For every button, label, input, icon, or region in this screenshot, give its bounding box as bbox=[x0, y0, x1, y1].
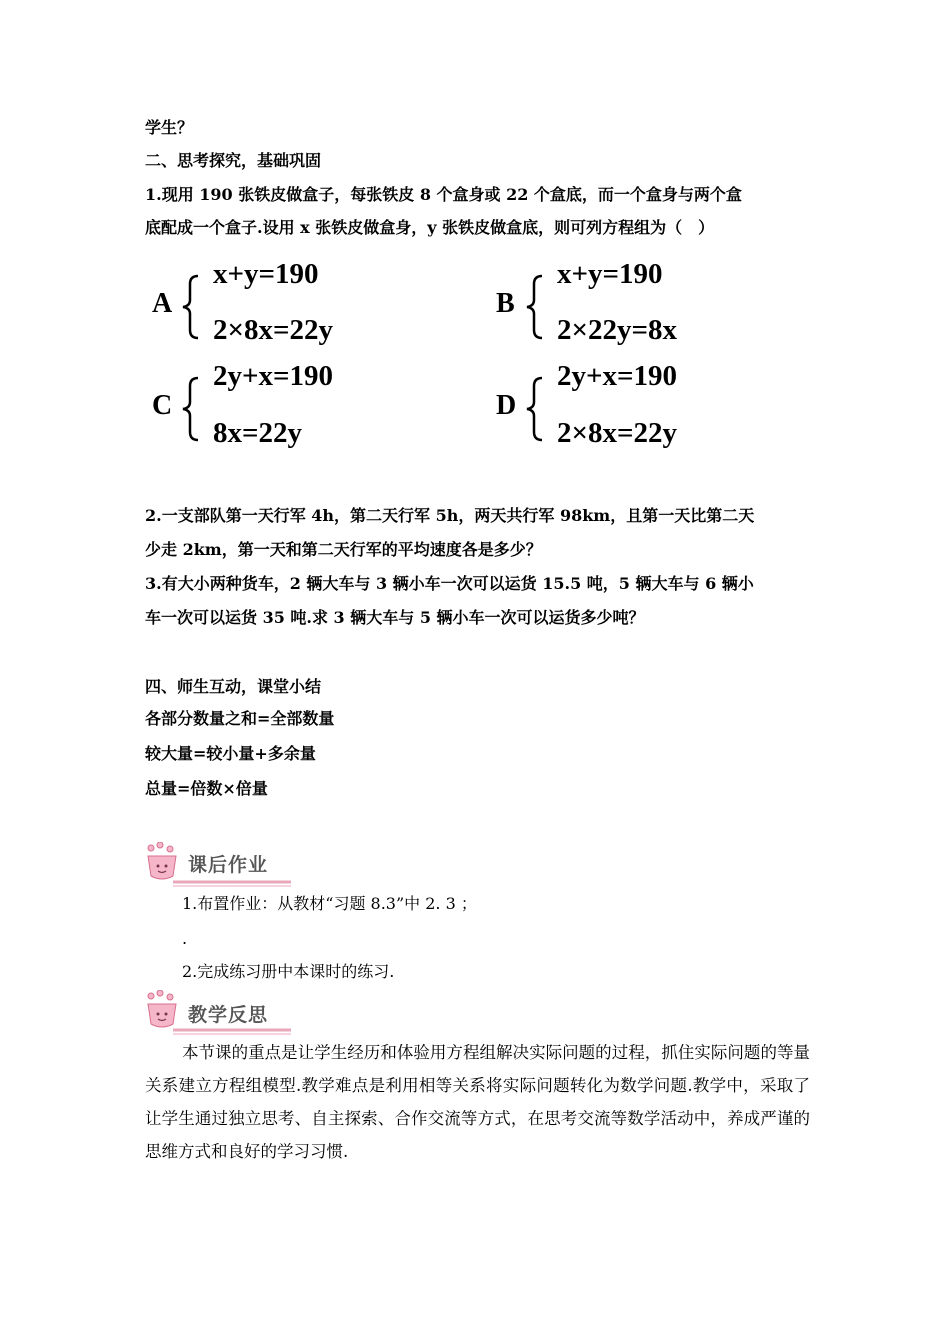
equation-1: 2y+x=190 bbox=[557, 360, 678, 392]
equation-1: 2y+x=190 bbox=[213, 360, 334, 392]
question-3-line-1: 3.有大小两种货车，2 辆大车与 3 辆小车一次可以运货 15.5 吨，5 辆大车与 6 辆小 bbox=[145, 574, 754, 593]
option-letter: D bbox=[496, 390, 517, 421]
option-letter: A bbox=[152, 288, 173, 319]
section-heading-4: 四、师生互动，课堂小结 bbox=[145, 677, 322, 696]
question-1-line-2: 底配成一个盒子.设用 x 张铁皮做盒身，y 张铁皮做盒底，则可列方程组为（ ） bbox=[145, 218, 715, 237]
equation-1: x+y=190 bbox=[557, 258, 663, 290]
equation-2: 2×22y=8x bbox=[557, 314, 678, 346]
section-heading-2: 二、思考探究，基础巩固 bbox=[145, 151, 322, 170]
question-2-line-2: 少走 2km，第一天和第二天行军的平均速度各是多少？ bbox=[145, 540, 542, 559]
left-brace-icon bbox=[524, 272, 544, 342]
equation-2: 8x=22y bbox=[213, 417, 303, 449]
left-brace-icon bbox=[180, 272, 200, 342]
summary-line-1: 各部分数量之和=全部数量 bbox=[145, 709, 335, 728]
reflection-paragraph: 本节课的重点是让学生经历和体验用方程组解决实际问题的过程，抓住实际问题的等量关系建立方程组模型.教学难点是利用相等关系将实际问题转化为数学问题.教学中，采取了让学生通过独立思考、自主探索、合作交流等方式，在思考交流等数学活动中，养成严谨的思维方式和良好的学习习惯. bbox=[145, 1043, 810, 1161]
question-3-line-2: 车一次可以运货 35 吨.求 3 辆大车与 5 辆小车一次可以运货多少吨？ bbox=[145, 608, 645, 627]
homework-dot: . bbox=[182, 929, 188, 948]
equation-2: 2×8x=22y bbox=[557, 417, 678, 449]
homework-item-2: 2.完成练习册中本课时的练习. bbox=[182, 962, 395, 981]
summary-line-2: 较大量=较小量+多余量 bbox=[145, 744, 316, 763]
left-brace-icon bbox=[524, 374, 544, 444]
summary-line-3: 总量=倍数×倍量 bbox=[145, 779, 268, 798]
left-brace-icon bbox=[180, 374, 200, 444]
question-2-line-1: 2.一支部队第一天行军 4h，第二天行军 5h，两天共行军 98km，且第一天比第二天 bbox=[145, 506, 755, 525]
option-letter: C bbox=[152, 390, 173, 421]
question-1-line-1: 1.现用 190 张铁皮做盒子，每张铁皮 8 个盒身或 22 个盒底，而一个盒身与两个盒 bbox=[145, 185, 742, 204]
homework-item-1: 1.布置作业：从教材“习题 8.3”中 2. 3 ； bbox=[182, 894, 477, 913]
equation-1: x+y=190 bbox=[213, 258, 319, 290]
reflection-title: 教学反思 bbox=[188, 1004, 269, 1026]
homework-title: 课后作业 bbox=[188, 854, 269, 876]
equation-2: 2×8x=22y bbox=[213, 314, 334, 346]
option-letter: B bbox=[496, 288, 515, 319]
text-continuation: 学生？ bbox=[145, 118, 194, 137]
